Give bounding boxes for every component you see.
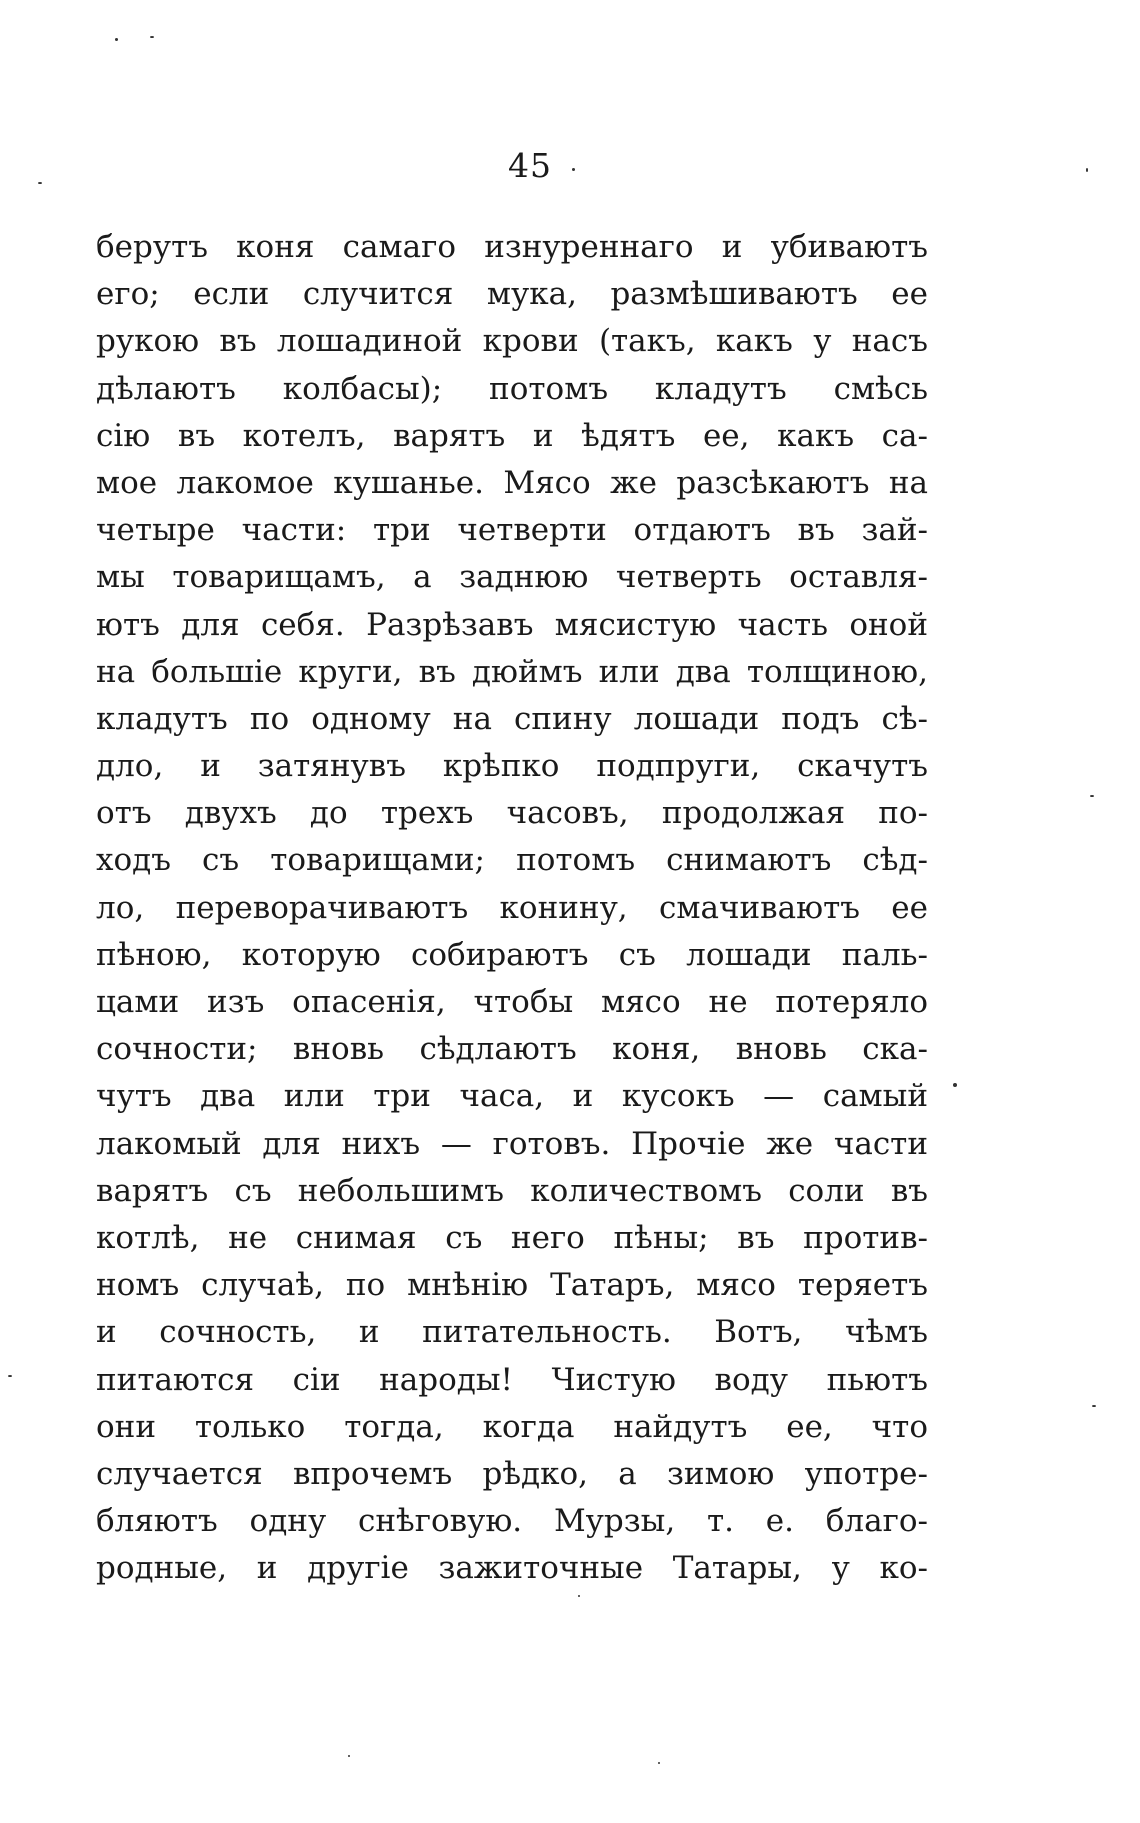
scan-speck	[1090, 795, 1094, 797]
text-line: сію въ котелъ, варятъ и ѣдятъ ее, какъ са-	[96, 417, 928, 454]
text-line: на большіе круги, въ дюймъ или два толщиною,	[96, 653, 928, 690]
text-line: номъ случаѣ, по мнѣнію Татаръ, мясо теряетъ	[96, 1267, 928, 1304]
text-line: бляютъ одну снѣговую. Мурзы, т. е. благо-	[96, 1503, 928, 1540]
scan-speck	[953, 1083, 957, 1087]
text-line: дѣлаютъ колбасы); потомъ кладутъ смѣсь	[96, 370, 928, 407]
text-line: котлѣ, не снимая съ него пѣны; въ против-	[96, 1219, 928, 1256]
scan-speck	[572, 168, 575, 171]
text-line: чутъ два или три часа, и кусокъ — самый	[96, 1078, 928, 1115]
text-line: рукою въ лошадиной крови (такъ, какъ у насъ	[96, 323, 928, 360]
text-line: и сочность, и питательность. Вотъ, чѣмъ	[96, 1314, 928, 1351]
text-line: ло, переворачиваютъ конину, смачиваютъ ее	[96, 889, 928, 926]
text-line: ходъ съ товарищами; потомъ снимаютъ сѣд-	[96, 842, 928, 879]
text-line: случается впрочемъ рѣдко, а зимою употре-	[96, 1455, 928, 1492]
scan-speck	[578, 1595, 580, 1597]
text-line: цами изъ опасенія, чтобы мясо не потеряло	[96, 984, 928, 1020]
text-line: берутъ коня самаго изнуреннаго и убиваютъ	[96, 229, 928, 265]
text-line: его; если случится мука, размѣшиваютъ ее	[96, 276, 928, 313]
text-line: родные, и другіе зажиточные Татары, у ко-	[96, 1550, 928, 1587]
page-number: 45	[508, 146, 552, 185]
text-line: пѣною, которую собираютъ съ лошади паль-	[96, 936, 928, 973]
text-line: они только тогда, когда найдутъ ее, что	[96, 1408, 928, 1445]
scan-speck	[38, 182, 42, 184]
scan-speck	[8, 1375, 12, 1377]
scan-speck	[658, 1762, 660, 1764]
scan-speck	[115, 38, 118, 41]
scan-speck	[348, 1755, 350, 1757]
text-line: варятъ съ небольшимъ количествомъ соли въ	[96, 1172, 928, 1209]
scan-speck	[150, 36, 154, 38]
text-line: мое лакомое кушанье. Мясо же разсѣкаютъ на	[96, 464, 928, 501]
text-line: ютъ для себя. Разрѣзавъ мясистую часть оной	[96, 606, 928, 643]
text-line: четыре части: три четверти отдаютъ въ зай-	[96, 512, 928, 549]
text-line: мы товарищамъ, а заднюю четверть оставля-	[96, 559, 928, 596]
scan-speck	[1092, 1405, 1096, 1407]
body-text	[96, 224, 928, 1592]
scan-speck	[1086, 168, 1088, 172]
text-line: сочности; вновь сѣдлаютъ коня, вновь ска-	[96, 1031, 928, 1068]
text-line: лакомый для нихъ — готовъ. Прочіе же части	[96, 1125, 928, 1162]
text-line: отъ двухъ до трехъ часовъ, продолжая по-	[96, 795, 928, 832]
text-line: дло, и затянувъ крѣпко подпруги, скачутъ	[96, 748, 928, 785]
text-line: питаются сіи народы! Чистую воду пьютъ	[96, 1361, 928, 1398]
text-line: кладутъ по одному на спину лошади подъ сѣ-	[96, 700, 928, 737]
